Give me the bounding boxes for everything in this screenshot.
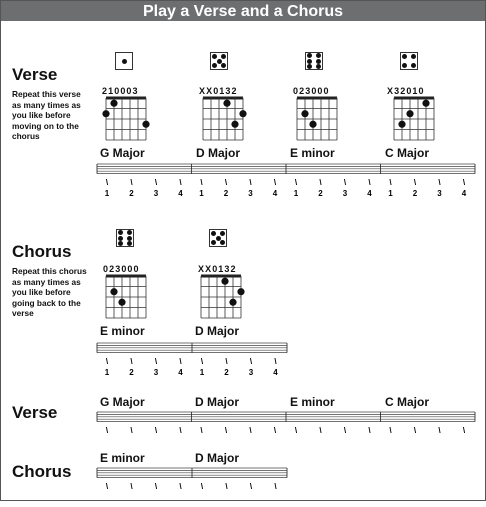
chord-name: D Major <box>195 324 240 338</box>
chord-fingering: 023000 <box>103 264 140 274</box>
strum-mark: \ <box>462 426 466 435</box>
strum-mark: \ <box>179 426 182 435</box>
strum-mark: \ <box>343 178 347 187</box>
finger-dot <box>422 100 429 107</box>
chord-nut <box>106 97 146 100</box>
summary-chorus-heading: Chorus <box>12 462 72 481</box>
beat-count: 2 <box>129 368 134 377</box>
chorus-description-line: Repeat this chorus <box>12 266 87 276</box>
beat-count: 2 <box>223 189 229 198</box>
summary-chord-name: D Major <box>195 395 240 409</box>
title-bar <box>1 1 485 21</box>
chord-diagram <box>196 271 246 323</box>
strum-mark: \ <box>438 426 441 435</box>
beat-count: 2 <box>318 189 323 198</box>
chord-nut <box>203 97 243 100</box>
die-pip <box>316 59 321 64</box>
die-pip <box>307 64 312 69</box>
strum-mark: \ <box>225 357 228 366</box>
strum-mark: \ <box>105 178 109 187</box>
strum-mark: \ <box>224 426 228 435</box>
finger-dot <box>110 288 117 295</box>
finger-dot <box>221 278 228 285</box>
strum-mark: \ <box>319 426 322 435</box>
die-pip <box>127 241 132 246</box>
strum-mark: \ <box>105 426 109 435</box>
chord-diagram <box>389 93 439 145</box>
beat-count: 4 <box>272 189 278 198</box>
chord-nut <box>297 97 337 100</box>
strum-mark: \ <box>200 357 204 366</box>
chord-diagram <box>198 93 248 145</box>
beat-count: 4 <box>461 189 467 198</box>
chord-diagram <box>292 93 342 145</box>
strum-mark: \ <box>179 178 182 187</box>
strum-mark: \ <box>319 178 322 187</box>
die-pip <box>118 241 123 246</box>
strum-mark: \ <box>294 426 298 435</box>
beat-count: 3 <box>153 189 159 198</box>
die-pip <box>221 63 226 68</box>
strum-mark: \ <box>130 357 133 366</box>
chorus-description <box>12 266 87 319</box>
beat-count: 3 <box>342 189 348 198</box>
chord-fingering: XX0132 <box>199 86 238 96</box>
finger-dot <box>223 100 230 107</box>
strum-mark: \ <box>249 178 252 187</box>
strum-mark: \ <box>413 426 417 435</box>
die-pip <box>127 236 132 241</box>
finger-dot <box>110 100 117 107</box>
chord-fingering: 210003 <box>102 86 139 96</box>
finger-dot <box>301 110 308 117</box>
die-pip <box>118 230 123 235</box>
die-pip <box>212 54 217 59</box>
chord-diagram <box>101 93 151 145</box>
strum-mark: \ <box>200 178 203 187</box>
die-icon <box>400 52 418 70</box>
strum-mark: \ <box>273 178 277 187</box>
rhythm-staff <box>96 163 478 203</box>
strum-mark: \ <box>130 482 133 491</box>
beat-count: 4 <box>367 189 372 198</box>
strum-mark: \ <box>130 178 133 187</box>
strum-mark: \ <box>130 426 133 435</box>
strum-mark: \ <box>200 426 203 435</box>
finger-dot <box>398 121 405 128</box>
finger-dot <box>229 299 236 306</box>
chord-name: G Major <box>100 146 145 160</box>
verse-heading: Verse <box>12 65 58 84</box>
strum-mark: \ <box>249 482 253 491</box>
beat-count: 1 <box>293 189 299 198</box>
die-pip <box>211 240 216 245</box>
strum-mark: \ <box>368 178 371 187</box>
chord-name: C Major <box>385 146 430 160</box>
strum-mark: \ <box>389 178 392 187</box>
strum-mark: \ <box>462 178 466 187</box>
chord-name: D Major <box>196 146 241 160</box>
strum-mark: \ <box>154 426 158 435</box>
die-pip <box>212 63 217 68</box>
verse-description-line: moving on to the <box>12 120 79 131</box>
finger-dot <box>102 110 109 117</box>
beat-count: 1 <box>104 368 110 377</box>
die-pip <box>411 63 416 68</box>
strum-mark: \ <box>368 426 371 435</box>
die-pip <box>307 53 312 58</box>
die-pip <box>220 240 225 245</box>
finger-dot <box>237 288 244 295</box>
die-pip <box>220 231 225 236</box>
finger-dot <box>239 110 246 117</box>
chord-diagram <box>101 271 151 323</box>
strum-mark: \ <box>249 357 253 366</box>
die-pip <box>122 59 127 64</box>
die-icon <box>116 229 134 247</box>
chord-nut <box>201 275 241 278</box>
rhythm-staff <box>96 411 478 451</box>
strum-mark: \ <box>154 482 158 491</box>
finger-dot <box>118 299 125 306</box>
chord-nut <box>394 97 434 100</box>
die-pip <box>221 54 226 59</box>
beat-count: 2 <box>412 189 418 198</box>
chord-fingering: X32010 <box>387 86 425 96</box>
chorus-description-line: as many times as <box>12 276 81 287</box>
die-icon <box>209 229 227 247</box>
strum-mark: \ <box>105 357 109 366</box>
die-pip <box>402 63 407 68</box>
beat-count: 3 <box>153 368 159 377</box>
strum-mark: \ <box>274 482 277 491</box>
die-icon <box>210 52 228 70</box>
strum-mark: \ <box>273 426 277 435</box>
finger-dot <box>142 121 149 128</box>
rhythm-staff <box>96 342 290 382</box>
beat-count: 1 <box>199 368 205 377</box>
strum-mark: \ <box>154 357 158 366</box>
strum-mark: \ <box>438 178 441 187</box>
chord-name: E minor <box>290 146 335 160</box>
strum-mark: \ <box>200 482 204 491</box>
beat-count: 2 <box>224 368 229 377</box>
summary-chord-name: E minor <box>100 451 145 465</box>
beat-count: 4 <box>178 368 183 377</box>
die-pip <box>411 54 416 59</box>
beat-count: 1 <box>388 189 393 198</box>
beat-count: 1 <box>199 189 204 198</box>
page-title: Play a Verse and a Chorus <box>142 3 344 20</box>
die-pip <box>127 230 132 235</box>
chord-fingering: 023000 <box>293 86 330 96</box>
strum-mark: \ <box>343 426 347 435</box>
beat-count: 3 <box>248 368 254 377</box>
beat-count: 4 <box>178 189 183 198</box>
strum-mark: \ <box>413 178 417 187</box>
beat-count: 3 <box>437 189 442 198</box>
die-icon <box>305 52 323 70</box>
die-pip <box>316 53 321 58</box>
finger-dot <box>406 110 413 117</box>
die-pip <box>211 231 216 236</box>
die-pip <box>402 54 407 59</box>
strum-mark: \ <box>179 482 182 491</box>
strum-mark: \ <box>389 426 392 435</box>
chorus-description-line: verse <box>12 308 34 318</box>
strum-mark: \ <box>179 357 182 366</box>
chorus-heading: Chorus <box>12 242 72 261</box>
summary-chord-name: C Major <box>385 395 430 409</box>
die-icon <box>115 52 133 70</box>
chorus-description-line: going back to the <box>12 297 81 308</box>
strum-mark: \ <box>274 357 277 366</box>
verse-description <box>12 89 81 142</box>
beat-count: 3 <box>248 189 253 198</box>
verse-description-line: chorus <box>12 131 40 141</box>
finger-dot <box>309 121 316 128</box>
chord-fingering: XX0132 <box>198 264 237 274</box>
chorus-description-line: you like before <box>12 287 71 297</box>
strum-mark: \ <box>105 482 109 491</box>
rhythm-staff <box>96 467 290 507</box>
strum-mark: \ <box>294 178 298 187</box>
beat-count: 1 <box>104 189 110 198</box>
die-pip <box>118 236 123 241</box>
strum-mark: \ <box>225 482 228 491</box>
chord-name: E minor <box>100 324 145 338</box>
strum-mark: \ <box>224 178 228 187</box>
die-pip <box>307 59 312 64</box>
verse-description-line: you like before <box>12 110 71 120</box>
summary-chord-name: E minor <box>290 395 335 409</box>
strum-mark: \ <box>249 426 252 435</box>
chord-nut <box>106 275 146 278</box>
summary-chord-name: D Major <box>195 451 240 465</box>
beat-count: 2 <box>129 189 134 198</box>
summary-verse-heading: Verse <box>12 403 58 422</box>
strum-mark: \ <box>154 178 158 187</box>
verse-description-line: Repeat this verse <box>12 89 81 99</box>
beat-count: 4 <box>273 368 278 377</box>
die-pip <box>316 64 321 69</box>
finger-dot <box>231 121 238 128</box>
verse-description-line: as many times as <box>12 99 81 110</box>
summary-chord-name: G Major <box>100 395 145 409</box>
